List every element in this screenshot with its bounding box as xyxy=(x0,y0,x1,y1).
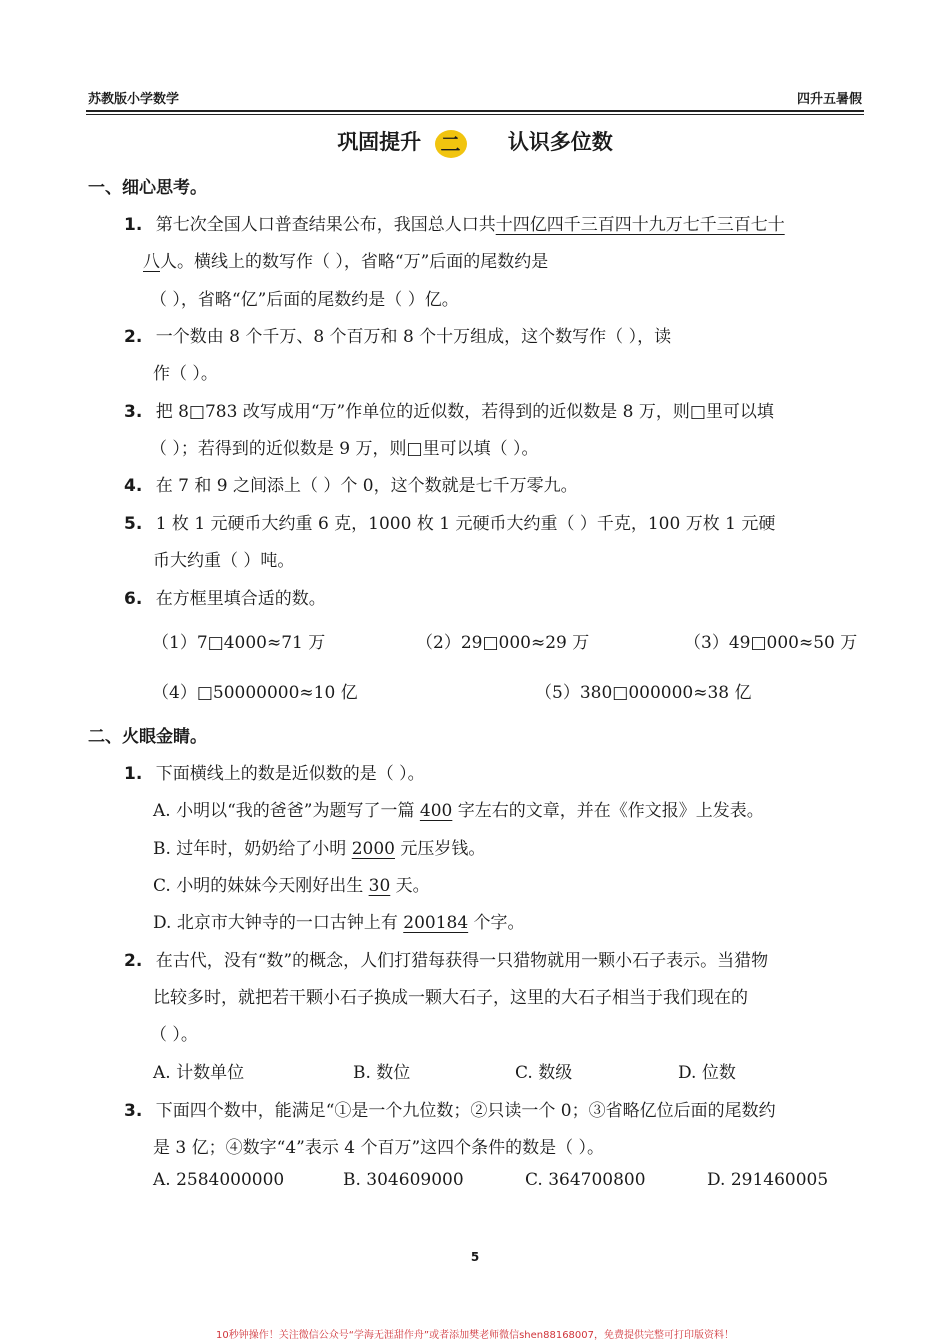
option-c-post: 天。 xyxy=(390,876,430,896)
s1-q1-line2-text: 人。横线上的数写作（ ），省略“万”后面的尾数约是 xyxy=(160,252,549,272)
s1-q6-item3: （3）49□000≈50 万 xyxy=(684,633,858,653)
s2-q1-stem xyxy=(124,759,425,784)
s2-q3-option-c: C. 364700800 xyxy=(525,1170,646,1190)
s1-q4-text: 在 7 和 9 之间添上（ ）个 0，这个数就是七千万零九。 xyxy=(155,476,578,496)
s1-q4-line1 xyxy=(124,471,578,496)
s2-q3-line2: 是 3 亿；④数字“4”表示 4 个百万”这四个条件的数是（ ）。 xyxy=(153,1138,605,1158)
title-topic: 认识多位数 xyxy=(507,130,613,154)
s2-q2-option-d: D. 位数 xyxy=(678,1063,736,1083)
s1-q6-line1 xyxy=(124,584,326,609)
s1-q3-number: 3. xyxy=(124,402,143,422)
s2-q3-line1 xyxy=(124,1096,776,1121)
s2-q2-option-a: A. 计数单位 xyxy=(153,1063,245,1083)
option-b-underlined: 2000 xyxy=(351,839,395,859)
s1-q6-item5: （5）380□000000≈38 亿 xyxy=(535,683,752,703)
section1-heading: 一、细心思考。 xyxy=(88,178,207,198)
s1-q4-number: 4. xyxy=(124,476,143,496)
s2-q3-option-a: A. 2584000000 xyxy=(153,1170,285,1190)
s1-q3-text: 把 8□783 改写成用“万”作单位的近似数，若得到的近似数是 8 万，则□里可以填 xyxy=(155,402,774,422)
s1-q2-number: 2. xyxy=(124,327,143,347)
s2-q2-line3: （ ）。 xyxy=(150,1025,198,1045)
s1-q6-item1: （1）7□4000≈71 万 xyxy=(152,633,326,653)
header-rule-thin xyxy=(86,114,864,115)
s1-q5-line2: 币大约重（ ）吨。 xyxy=(153,551,295,571)
s1-q1-line2 xyxy=(143,247,548,272)
s1-q3-line2: （ ）；若得到的近似数是 9 万，则□里可以填（ ）。 xyxy=(150,439,539,459)
s1-q2-text: 一个数由 8 个千万、8 个百万和 8 个十万组成，这个数写作（ ），读 xyxy=(155,327,672,347)
s1-q1-line1 xyxy=(124,210,785,235)
s2-q1-option-a xyxy=(153,796,764,821)
s2-q3-option-d: D. 291460005 xyxy=(707,1170,829,1190)
s1-q2-line2: 作（ ）。 xyxy=(153,364,218,384)
s1-q6-item2: （2）29□000≈29 万 xyxy=(416,633,590,653)
s2-q2-number: 2. xyxy=(124,951,143,971)
option-a-pre: A. 小明以“我的爸爸”为题写了一篇 xyxy=(153,801,420,821)
s1-q1-line3: （ ），省略“亿”后面的尾数约是（ ）亿。 xyxy=(150,290,459,310)
s2-q1-text: 下面横线上的数是近似数的是（ ）。 xyxy=(155,764,425,784)
s2-q3-option-b: B. 304609000 xyxy=(343,1170,464,1190)
section2-heading: 二、火眼金睛。 xyxy=(88,727,207,747)
title-badge: 二 xyxy=(435,130,467,158)
page-number: 5 xyxy=(470,1250,480,1264)
option-c-underlined: 30 xyxy=(368,876,391,896)
option-d-underlined: 200184 xyxy=(403,913,469,933)
s2-q2-option-b: B. 数位 xyxy=(353,1063,411,1083)
footer-note: 10秒钟操作！关注微信公众号“学海无涯甜作舟”或者添加樊老师微信shen88168007，免费提供完整可打印版资料！ xyxy=(215,1330,735,1341)
header-right: 四升五暑假 xyxy=(796,92,862,107)
s2-q3-text: 下面四个数中，能满足“①是一个九位数；②只读一个 0；③省略亿位后面的尾数约 xyxy=(155,1101,776,1121)
s1-q5-line1 xyxy=(124,509,775,534)
s2-q1-option-b xyxy=(153,834,485,859)
s1-q2-line1 xyxy=(124,322,671,347)
s1-q6-number: 6. xyxy=(124,589,143,609)
s2-q3-number: 3. xyxy=(124,1101,143,1121)
s2-q1-number: 1. xyxy=(124,764,143,784)
header-rule xyxy=(86,110,864,112)
option-c-pre: C. 小明的妹妹今天刚好出生 xyxy=(153,876,369,896)
s1-q5-number: 5. xyxy=(124,514,143,534)
option-a-post: 字左右的文章，并在《作文报》上发表。 xyxy=(452,801,764,821)
s1-q1-underline1: 十四亿四千三百四十九万七千三百七十 xyxy=(495,215,785,235)
s2-q2-line1 xyxy=(124,946,768,971)
s2-q1-option-c xyxy=(153,871,430,896)
s1-q6-text: 在方框里填合适的数。 xyxy=(155,589,326,609)
s1-q6-item4: （4）□50000000≈10 亿 xyxy=(152,683,358,703)
s1-q3-line1 xyxy=(124,397,774,422)
header-left: 苏教版小学数学 xyxy=(88,92,180,107)
s1-q5-text: 1 枚 1 元硬币大约重 6 克，1000 枚 1 元硬币大约重（ ）千克，100 万枚 1 元硬 xyxy=(155,514,776,534)
page-title xyxy=(0,126,950,158)
s2-q2-option-c: C. 数级 xyxy=(515,1063,573,1083)
option-d-pre: D. 北京市大钟寺的一口古钟上有 xyxy=(153,913,404,933)
option-a-underlined: 400 xyxy=(419,801,453,821)
s1-q1-number: 1. xyxy=(124,215,143,235)
title-prefix: 巩固提升 xyxy=(337,130,422,154)
option-b-post: 元压岁钱。 xyxy=(394,839,486,859)
s1-q1-underline2: 八 xyxy=(143,252,160,272)
s1-q1-pre: 第七次全国人口普查结果公布，我国总人口共 xyxy=(155,215,496,235)
s2-q1-option-d xyxy=(153,908,525,933)
option-b-pre: B. 过年时，奶奶给了小明 xyxy=(153,839,352,859)
option-d-post: 个字。 xyxy=(468,913,525,933)
s2-q2-line2: 比较多时，就把若干颗小石子换成一颗大石子，这里的大石子相当于我们现在的 xyxy=(153,988,748,1008)
s2-q2-text: 在古代，没有“数”的概念，人们打猎每获得一只猎物就用一颗小石子表示。当猎物 xyxy=(155,951,769,971)
